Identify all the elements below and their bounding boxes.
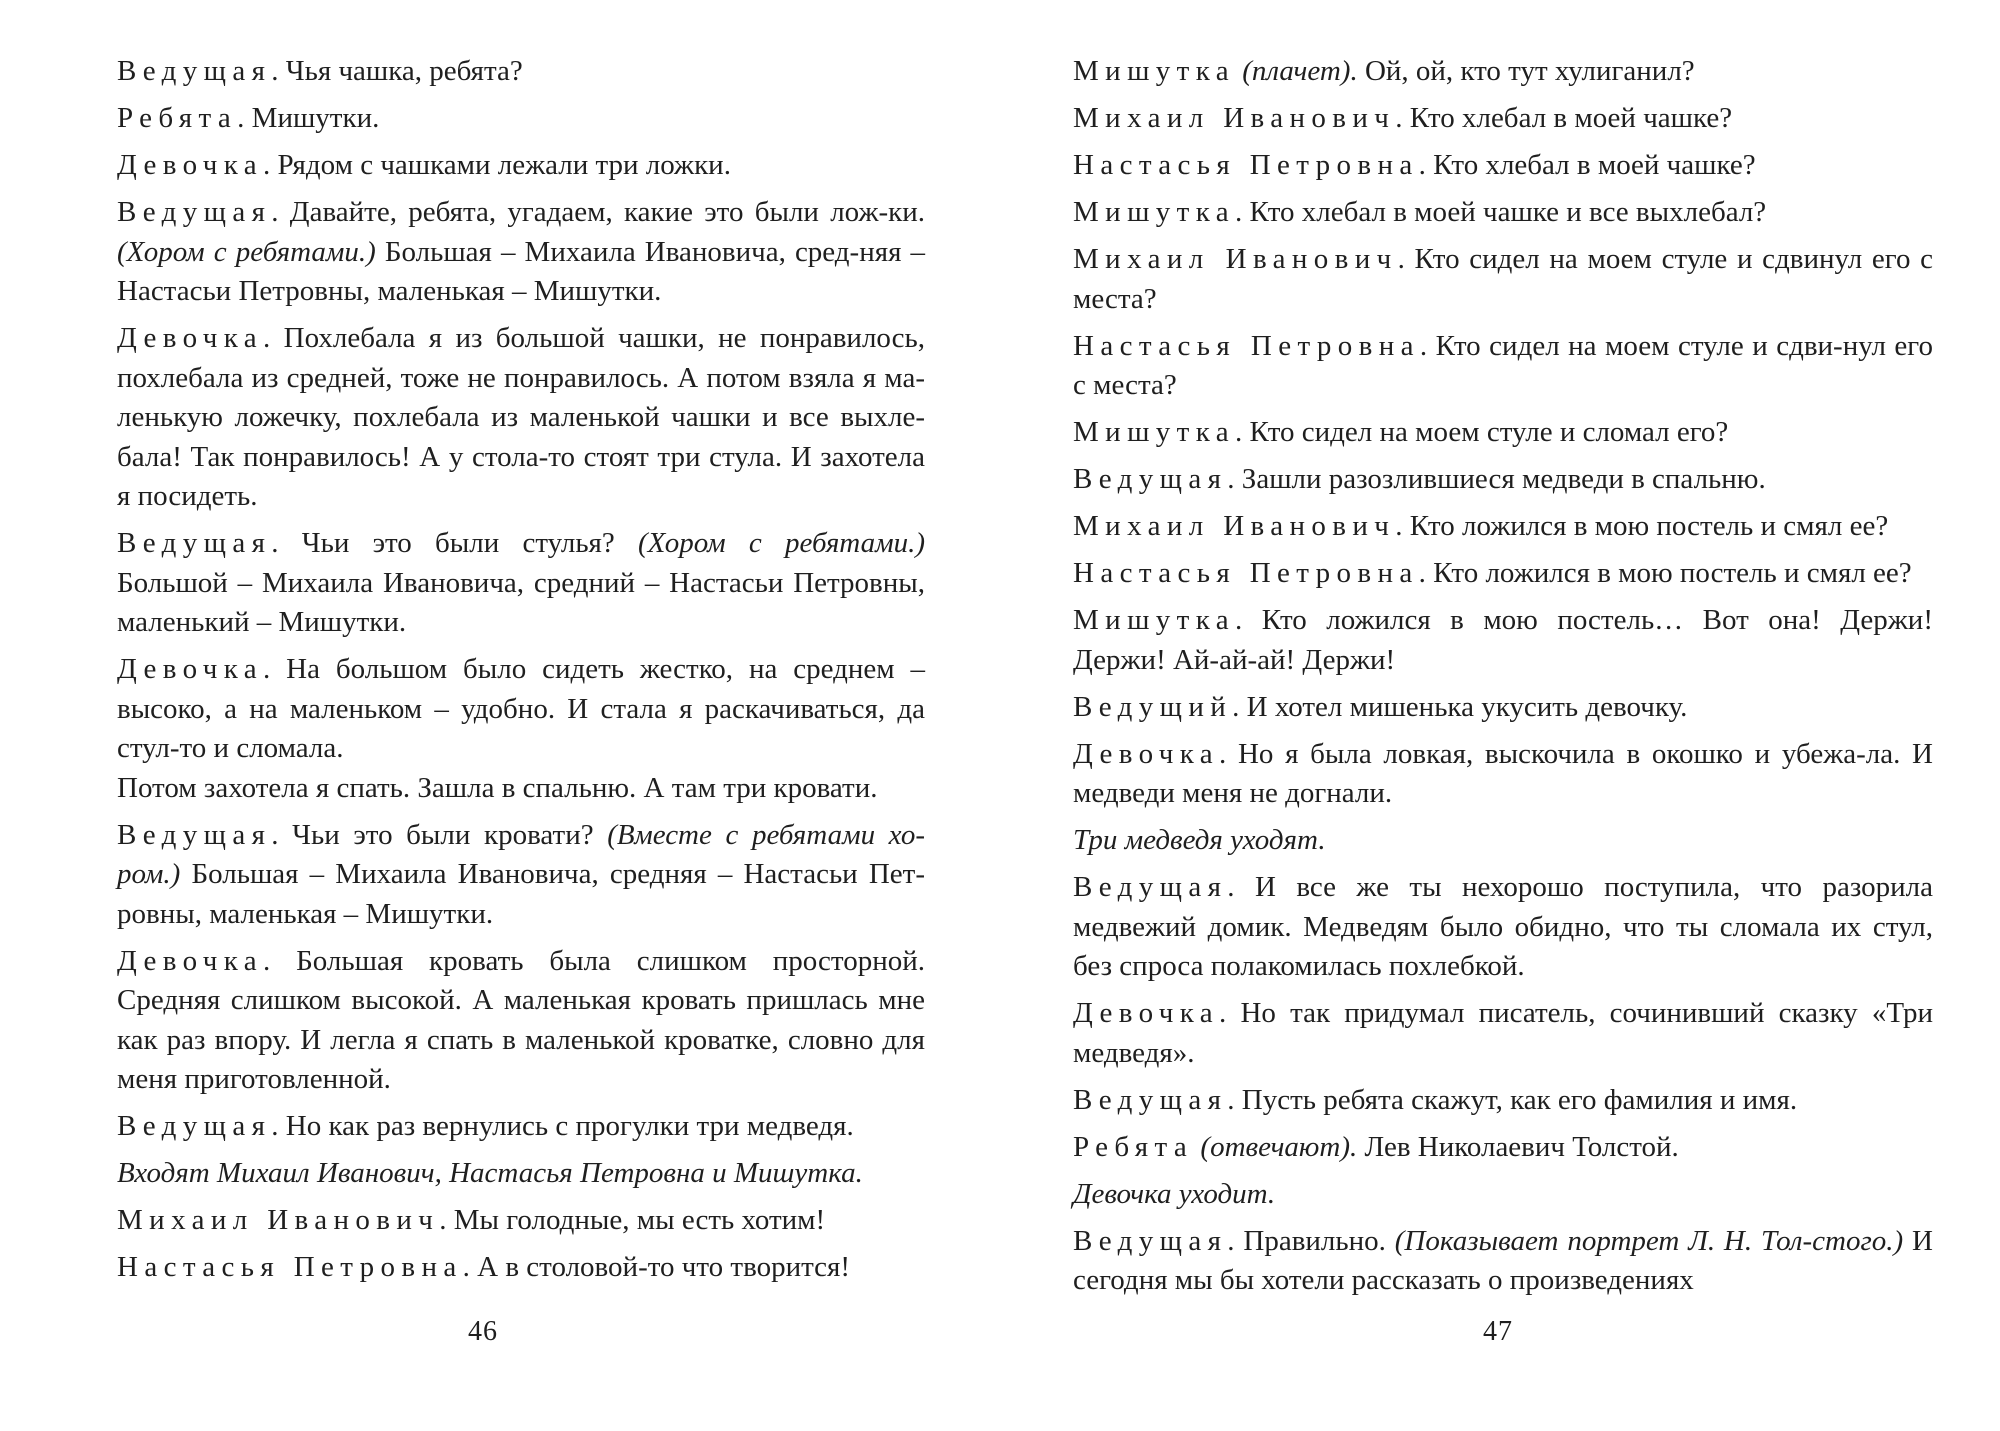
paragraph (1073, 146, 1933, 186)
line-text: . Кто ложился в мою постель… Вот она! Держи! Держи! Ай-ай-ай! Держи! (1073, 604, 1933, 676)
line-text: . Кто хлебал в моей чашке? (1418, 149, 1756, 181)
paragraph (1073, 52, 1933, 92)
stage-direction: (Вместе с ребятами хо-ром.) (117, 818, 925, 890)
speaker: Мишутка (1073, 196, 1235, 228)
line-text: И сегодня мы бы хотели рассказать о произведениях (1073, 1224, 1933, 1296)
speaker: Ведущая (1073, 1224, 1228, 1257)
speaker: Девочка (1073, 737, 1220, 770)
speaker: Девочка (117, 944, 264, 977)
speaker: Девочка (1073, 997, 1220, 1029)
speaker: Девочка (117, 653, 264, 685)
paragraph (117, 524, 925, 643)
stage-direction: Девочка уходит. (1073, 1177, 1276, 1210)
line-text: . Мы голодные, мы есть хотим! (439, 1204, 826, 1236)
paragraph (1073, 735, 1933, 814)
line-text: . Мишутки. (237, 102, 380, 134)
paragraph (1073, 1081, 1933, 1121)
line-text: . Похлебала я из большой чашки, не понравилось, похлебала из средней, тоже не понравилось. А потом взяла я ма-ленькую ложечку, похлебала из маленькой чашки и все выхле-бала! Так понравилось! А у стола-то стоят три стула. И захотела я посидеть. (117, 322, 925, 512)
stage-direction: (Хором с ребятами.) (637, 527, 926, 559)
speaker: Михаил Иванович (1073, 510, 1396, 542)
line-text: Ой, ой, кто тут хулиганил? (1357, 55, 1695, 87)
line-text: . Чьи это были стулья? (271, 527, 615, 559)
paragraph (117, 769, 925, 809)
line-text: . Кто хлебал в моей чашке и все выхлебал? (1235, 196, 1767, 228)
speaker: Ведущая (117, 1110, 272, 1142)
paragraph (1073, 99, 1933, 139)
speaker: Настасья Петровна (1073, 557, 1419, 589)
speaker: Михаил Иванович (117, 1204, 440, 1236)
page-number: 46 (468, 1316, 498, 1347)
stage-direction: (плачет). (1235, 55, 1358, 87)
line-text: Большой – Михаила Ивановича, средний – Настасьи Петровны, маленький – Мишутки. (117, 566, 925, 638)
speaker: Ребята (117, 102, 238, 134)
line-text: . Правильно. (1227, 1224, 1386, 1257)
line-text: . И хотел мишенька укусить девочку. (1232, 690, 1688, 723)
paragraph (117, 816, 925, 935)
line-text: Большая – Михаила Ивановича, сред-няя – Настасьи Петровны, маленькая – Мишутки. (117, 235, 925, 307)
line-text: . А в столовой-то что творится! (462, 1251, 850, 1283)
speaker: Ведущая (117, 196, 272, 228)
paragraph (117, 193, 925, 312)
paragraph (117, 650, 925, 769)
speaker: Ведущая (117, 818, 272, 851)
speaker: Ведущая (1073, 463, 1228, 495)
line-text: . Большая кровать была слишком просторной. Средняя слишком высокой. А маленькая кровать пришлась мне как раз впору. И легла я спать в маленькой кроватке, словно для меня приготовленной. (117, 944, 925, 1095)
right-page (1000, 0, 2000, 1431)
speaker: Мишутка (1073, 416, 1235, 448)
stage-direction: (отвечают). (1193, 1130, 1358, 1163)
paragraph (1073, 1128, 1933, 1168)
speaker: Девочка (117, 322, 264, 354)
speaker: Настасья Петровна (1073, 149, 1419, 181)
paragraph (1073, 193, 1933, 233)
paragraph (1073, 601, 1933, 680)
stage-direction: (Хором с ребятами.) (117, 235, 376, 268)
line-text: . Давайте, ребята, угадаем, какие это были лож-ки. (271, 196, 925, 228)
speaker: Михаил Иванович (1073, 102, 1396, 134)
paragraph (1073, 994, 1933, 1073)
line-text: . Зашли разозлившиеся медведи в спальню. (1227, 463, 1766, 495)
line-text: . Чья чашка, ребята? (271, 55, 523, 87)
stage-direction: Три медведя уходят. (1073, 824, 1326, 856)
right-page-text (1073, 52, 1933, 1308)
line-text: Потом захотела я спать. Зашла в спальню. А там три кровати. (117, 771, 878, 804)
paragraph (117, 146, 925, 186)
speaker: Ведущая (117, 527, 272, 559)
paragraph (1073, 554, 1933, 594)
line-text: . Но я была ловкая, выскочила в окошко и убежа-ла. И медведи меня не догнали. (1073, 737, 1933, 809)
line-text: Лев Николаевич Толстой. (1357, 1130, 1679, 1163)
speaker: Настасья Петровна (117, 1251, 463, 1283)
line-text: . Пусть ребята скажут, как его фамилия и имя. (1227, 1083, 1798, 1116)
line-text: . Но как раз вернулись с прогулки три медведя. (271, 1110, 854, 1142)
left-page-text (117, 52, 925, 1295)
stage-direction: Входят Михаил Иванович, Настасья Петровна и Мишутка. (117, 1157, 863, 1189)
paragraph (117, 942, 925, 1100)
stage-direction: (Показывает портрет Л. Н. Тол-стого.) (1385, 1224, 1904, 1257)
line-text: . Кто ложился в мою постель и смял ее? (1395, 510, 1889, 542)
speaker: Мишутка (1073, 604, 1235, 636)
paragraph (1073, 688, 1933, 728)
line-text: . На большом было сидеть жестко, на среднем – высоко, а на маленьком – удобно. И стала я раскачиваться, да стул-то и сломала. (117, 653, 925, 764)
paragraph (117, 319, 925, 517)
page-number: 47 (1483, 1316, 1513, 1347)
paragraph (117, 99, 925, 139)
paragraph (1073, 460, 1933, 500)
line-text: . Кто сидел на моем стуле и сломал его? (1235, 416, 1729, 448)
paragraph (117, 1201, 925, 1241)
line-text: . Кто хлебал в моей чашке? (1395, 102, 1733, 134)
paragraph (1073, 240, 1933, 319)
paragraph (117, 1248, 925, 1288)
speaker: Ведущая (1073, 871, 1228, 903)
paragraph (1073, 507, 1933, 547)
speaker: Ребята (1073, 1130, 1194, 1163)
speaker: Настасья Петровна (1073, 329, 1420, 362)
line-text: Большая – Михаила Ивановича, средняя – Настасьи Пет-ровны, маленькая – Мишутки. (117, 858, 925, 930)
line-text: . Но так придумал писатель, сочинивший сказку «Три медведя». (1073, 997, 1933, 1069)
paragraph (117, 52, 925, 92)
speaker: Ведущая (1073, 1083, 1228, 1116)
line-text: . Кто сидел на моем стуле и сдви-нул его с места? (1073, 329, 1933, 401)
paragraph (117, 1107, 925, 1147)
line-text: . Чьи это были кровати? (271, 818, 594, 851)
paragraph (1073, 413, 1933, 453)
line-text: . И все же ты нехорошо поступила, что разорила медвежий домик. Медведям было обидно, что ты сломала их стул, без спроса полакомилась похлебкой. (1073, 871, 1933, 982)
speaker: Ведущая (117, 55, 272, 87)
paragraph (1073, 327, 1933, 406)
speaker: Девочка (117, 149, 264, 181)
paragraph (1073, 1222, 1933, 1301)
line-text: . Кто ложился в мою постель и смял ее? (1418, 557, 1912, 589)
speaker: Мишутка (1073, 55, 1235, 87)
speaker: Ведущий (1073, 690, 1233, 723)
line-text: . Кто сидел на моем стуле и сдвинул его с места? (1073, 243, 1933, 315)
line-text: . Рядом с чашками лежали три ложки. (263, 149, 731, 181)
paragraph (1073, 868, 1933, 987)
speaker: Михаил Иванович (1073, 243, 1398, 275)
